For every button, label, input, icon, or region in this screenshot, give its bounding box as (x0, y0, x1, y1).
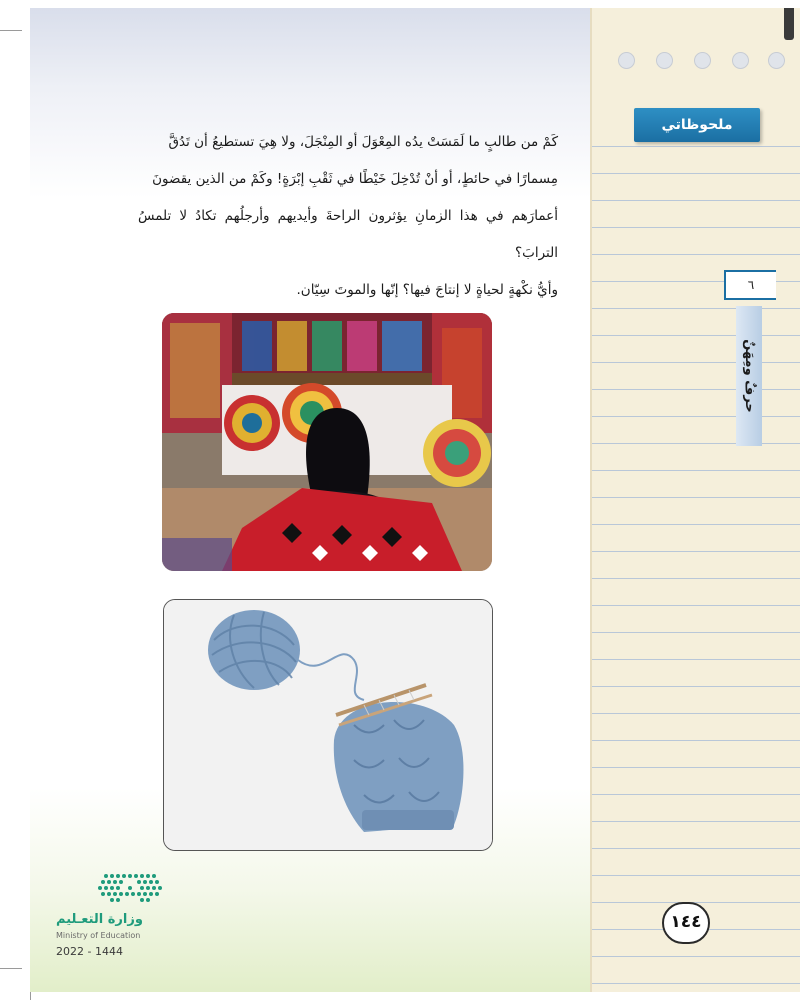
page-number: ١٤٤ (662, 902, 710, 944)
main-paragraph (138, 124, 558, 309)
binder-hole-icon (656, 52, 673, 69)
binder-hole-icon (732, 52, 749, 69)
paragraph-line-4: وأيُّ نكْهةٍ لحياةٍ لا إنتاجَ فيها؟ إنّها والموتَ سِيّان. (296, 282, 558, 298)
unit-title-strip (736, 306, 762, 446)
ministry-year: 2022 - 1444 (56, 945, 123, 958)
unit-number-box: ٦ (724, 270, 776, 300)
binder-hole-icon (694, 52, 711, 69)
binder-hole-icon (618, 52, 635, 69)
knitting-photo (163, 599, 493, 851)
ministry-logo (56, 870, 226, 970)
weaving-photo (162, 313, 492, 571)
paragraph-line-1: كَمْ من طالبٍ ما لَمَسَتْ يدُه المِعْوَلَ أو المِنْجَلَ، ولا هِيَ تستطيعُ أن تَدُقَّ (168, 134, 558, 150)
crop-mark (0, 968, 22, 969)
ministry-name-english: Ministry of Education (56, 931, 141, 940)
unit-title: حرفٌ ومِهَنٌ (742, 339, 757, 413)
notes-title-tab: ملحوظاتي (634, 108, 760, 142)
corner-bookmark-icon (784, 8, 794, 40)
ministry-emblem-icon (56, 870, 166, 908)
crop-mark (30, 992, 31, 1000)
ministry-name-arabic: وزارة التعـليم (56, 912, 143, 927)
notes-panel (590, 8, 800, 992)
paragraph-line-3: أعمارَهم في هذا الزمانِ يؤثرون الراحةَ وأيديهم وأرجلُهم تكادُ لا تلمسُ الترابَ؟ (138, 208, 558, 261)
paragraph-line-2: مِسمارًا في حائطٍ، أو أنْ تُدْخِلَ خَيْطًا في ثَقْبِ إبْرَةٍ! وكَمْ من الذين يقضونَ (152, 171, 558, 187)
crop-mark (0, 30, 22, 31)
textbook-page (30, 8, 590, 992)
binder-hole-icon (768, 52, 785, 69)
